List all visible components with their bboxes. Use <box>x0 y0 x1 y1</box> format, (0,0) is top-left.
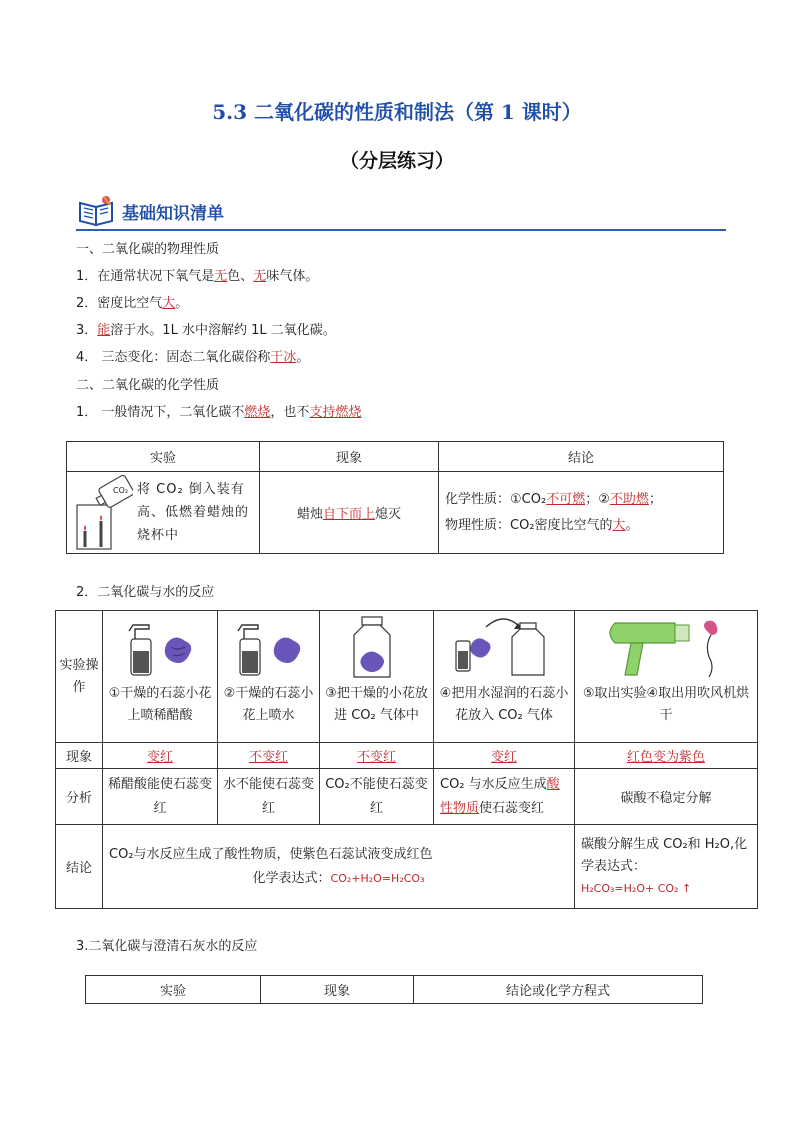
phen-cell-3: 不变红 <box>320 743 434 769</box>
op-cell-5 <box>575 611 758 743</box>
phen-cell-4: 变红 <box>434 743 575 769</box>
section-underline <box>76 229 726 231</box>
lime-water-table <box>85 975 703 1004</box>
row-label-conclusion: 结论 <box>56 825 103 909</box>
table1-experiment-text: 将 CO₂ 倒入装有高、低燃着蜡烛的 烧杯中 <box>137 482 250 543</box>
concl-right-cell <box>575 825 758 909</box>
anal-cell-1: 稀醋酸能使石蕊变红 <box>103 769 218 825</box>
table1-conclusion-cell <box>439 472 724 554</box>
gas-jar-icon <box>346 615 406 681</box>
table1-header-experiment: 实验 <box>67 442 260 472</box>
row-label-analysis: 分析 <box>56 769 103 825</box>
book-icon <box>76 193 118 227</box>
table1-header-conclusion: 结论 <box>439 442 724 472</box>
water-heading: 2．二氧化碳与水的反应 <box>76 585 215 600</box>
row-label-operation: 实验操作 <box>56 611 103 743</box>
anal-cell-2: 水不能使石蕊变红 <box>218 769 320 825</box>
concl-left-line-2: 化学表达式：CO₂+H₂O=H₂CO₃ <box>252 870 425 886</box>
phen-cell-1: 变红 <box>103 743 218 769</box>
concl-right-line-1: 碳酸分解生成 CO₂和 H₂O,化学表达式： <box>581 836 748 874</box>
water-reaction-table <box>55 610 758 909</box>
op-cell-2 <box>218 611 320 743</box>
section-label: 基础知识清单 <box>122 204 224 224</box>
op-cell-3 <box>320 611 434 743</box>
anal-cell-3: CO₂不能使石蕊变红 <box>320 769 434 825</box>
physical-line-2: 2．密度比空气大。 <box>76 296 189 311</box>
op-cell-4 <box>434 611 575 743</box>
hair-dryer-icon <box>595 613 735 679</box>
page-subtitle: （分层练习） <box>339 150 454 172</box>
anal-cell-4: CO₂ 与水反应生成酸性物质使石蕊变红 <box>434 769 575 825</box>
table1-conclusion-chemical: 化学性质：①CO₂不可燃；②不助燃； <box>445 491 662 507</box>
page-title: 5.3 二氧化碳的性质和制法（第 1 课时） <box>212 100 582 124</box>
chemical-line-1: 1． 一般情况下，二氧化碳不燃烧，也不支持燃烧 <box>76 405 362 420</box>
spray-bottle-icon <box>232 617 312 679</box>
anal-cell-5: 碳酸不稳定分解 <box>575 769 758 825</box>
physical-heading: 一、二氧化碳的物理性质 <box>76 242 220 257</box>
spray-bottle-icon <box>121 617 201 679</box>
op-text-3: ③把干燥的小花放进 CO₂ 气体中 <box>325 686 428 723</box>
row-label-phenomenon: 现象 <box>56 743 103 769</box>
wet-flower-to-jar-icon <box>446 613 566 679</box>
physical-line-3: 3．能溶于水。1L 水中溶解约 1L 二氧化碳。 <box>76 323 336 338</box>
lime-header-conclusion: 结论或化学方程式 <box>414 976 703 1004</box>
op-text-5: ⑤取出实验④取出用吹风机烘干 <box>582 686 750 723</box>
op-cell-1 <box>103 611 218 743</box>
physical-line-1: 1．在通常状况下氧气是无色、无味气体。 <box>76 269 319 284</box>
concl-right-equation: H₂CO₃=H₂O+ CO₂ ↑ <box>581 881 692 895</box>
section-header <box>76 193 726 231</box>
concl-left-cell <box>103 825 575 909</box>
table1-header-phenomenon: 现象 <box>260 442 439 472</box>
bottle-co2-label: CO₂ <box>113 486 129 495</box>
table1-phenomenon-cell: 蜡烛自下而上熄灭 <box>260 472 439 554</box>
chemical-heading: 二、二氧化碳的化学性质 <box>76 378 220 393</box>
lime-header-phenomenon: 现象 <box>261 976 414 1004</box>
op-text-2: ②干燥的石蕊小花上喷水 <box>223 686 314 723</box>
lime-header-experiment: 实验 <box>86 976 261 1004</box>
table1-conclusion-physical: 物理性质：CO₂密度比空气的大。 <box>445 517 639 533</box>
phen-cell-2: 不变红 <box>218 743 320 769</box>
concl-left-line-1: CO₂与水反应生成了酸性物质，使紫色石蕊试液变成红色 <box>109 846 433 862</box>
lime-heading: 3.二氧化碳与澄清石灰水的反应 <box>76 939 258 954</box>
op-text-4: ④把用水湿润的石蕊小花放入 CO₂ 气体 <box>439 686 569 723</box>
candle-experiment-table <box>66 441 724 554</box>
phen-cell-5: 红色变为紫色 <box>575 743 758 769</box>
table1-experiment-cell <box>67 472 260 554</box>
op-text-1: ①干燥的石蕊小花上喷稀醋酸 <box>108 686 212 723</box>
physical-line-4: 4． 三态变化：固态二氧化碳俗称干冰。 <box>76 350 310 365</box>
